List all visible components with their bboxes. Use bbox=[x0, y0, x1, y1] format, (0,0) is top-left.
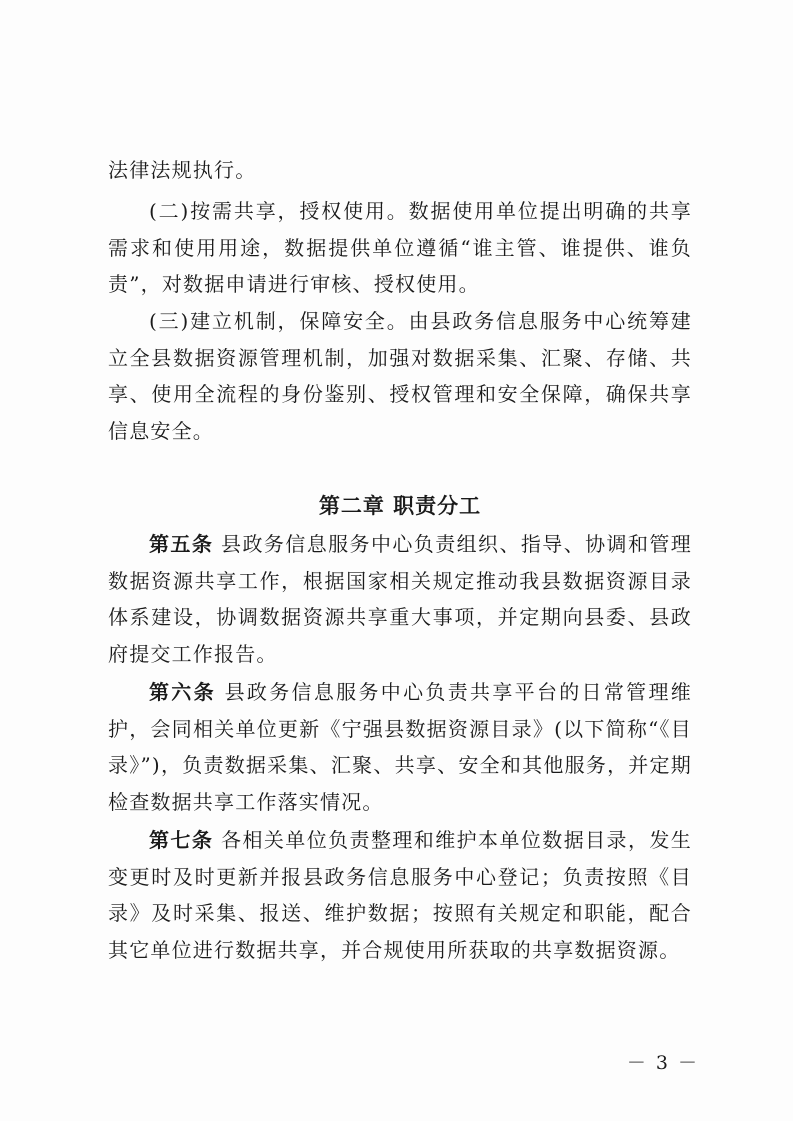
paragraph-continuation: 法律法规执行。 bbox=[108, 158, 257, 182]
paragraph-section-3: (三)建立机制，保障安全。由县政务信息服务中心统筹建立全县数据资源管理机制，加强对数据采集、汇聚、存储、共享、使用全流程的身份鉴别、授权管理和安全保障，确保共享信息安全。 bbox=[108, 309, 692, 443]
article-5-text: 县政务信息服务中心负责组织、指导、协调和管理数据资源共享工作，根据国家相关规定推动我县数据资源目录体系建设，协调数据资源共享重大事项，并定期向县委、县政府提交工作报告。 bbox=[108, 532, 693, 666]
page-number: － 3 － bbox=[626, 1052, 699, 1074]
article-6 bbox=[108, 674, 692, 820]
article-6-text: 县政务信息服务中心负责共享平台的日常管理维护，会同相关单位更新《宁强县数据资源目录》(以下简称“《目录》”)，负责数据采集、汇聚、共享、安全和其他服务，并定期检查数据共享工作落实情况。 bbox=[108, 680, 692, 814]
article-7 bbox=[108, 822, 692, 968]
article-6-label: 第六条 bbox=[149, 680, 216, 704]
article-5 bbox=[108, 526, 692, 672]
article-5-label: 第五条 bbox=[149, 532, 214, 556]
article-5-spacer bbox=[213, 532, 221, 556]
article-7-label: 第七条 bbox=[149, 828, 214, 852]
paragraph-section-2: (二)按需共享，授权使用。数据使用单位提出明确的共享需求和使用用途，数据提供单位遵循“谁主管、谁提供、谁负责”，对数据申请进行审核、授权使用。 bbox=[108, 199, 692, 297]
article-7-spacer bbox=[213, 828, 221, 852]
article-7-text: 各相关单位负责整理和维护本单位数据目录，发生变更时及时更新并报县政务信息服务中心登记；负责按照《目录》及时采集、报送、维护数据；按照有关规定和职能，配合其它单位进行数据共享，并合规使用所获取的共享数据资源。 bbox=[108, 828, 693, 962]
article-6-spacer bbox=[216, 680, 225, 704]
chapter-heading: 第二章 职责分工 bbox=[318, 494, 482, 518]
